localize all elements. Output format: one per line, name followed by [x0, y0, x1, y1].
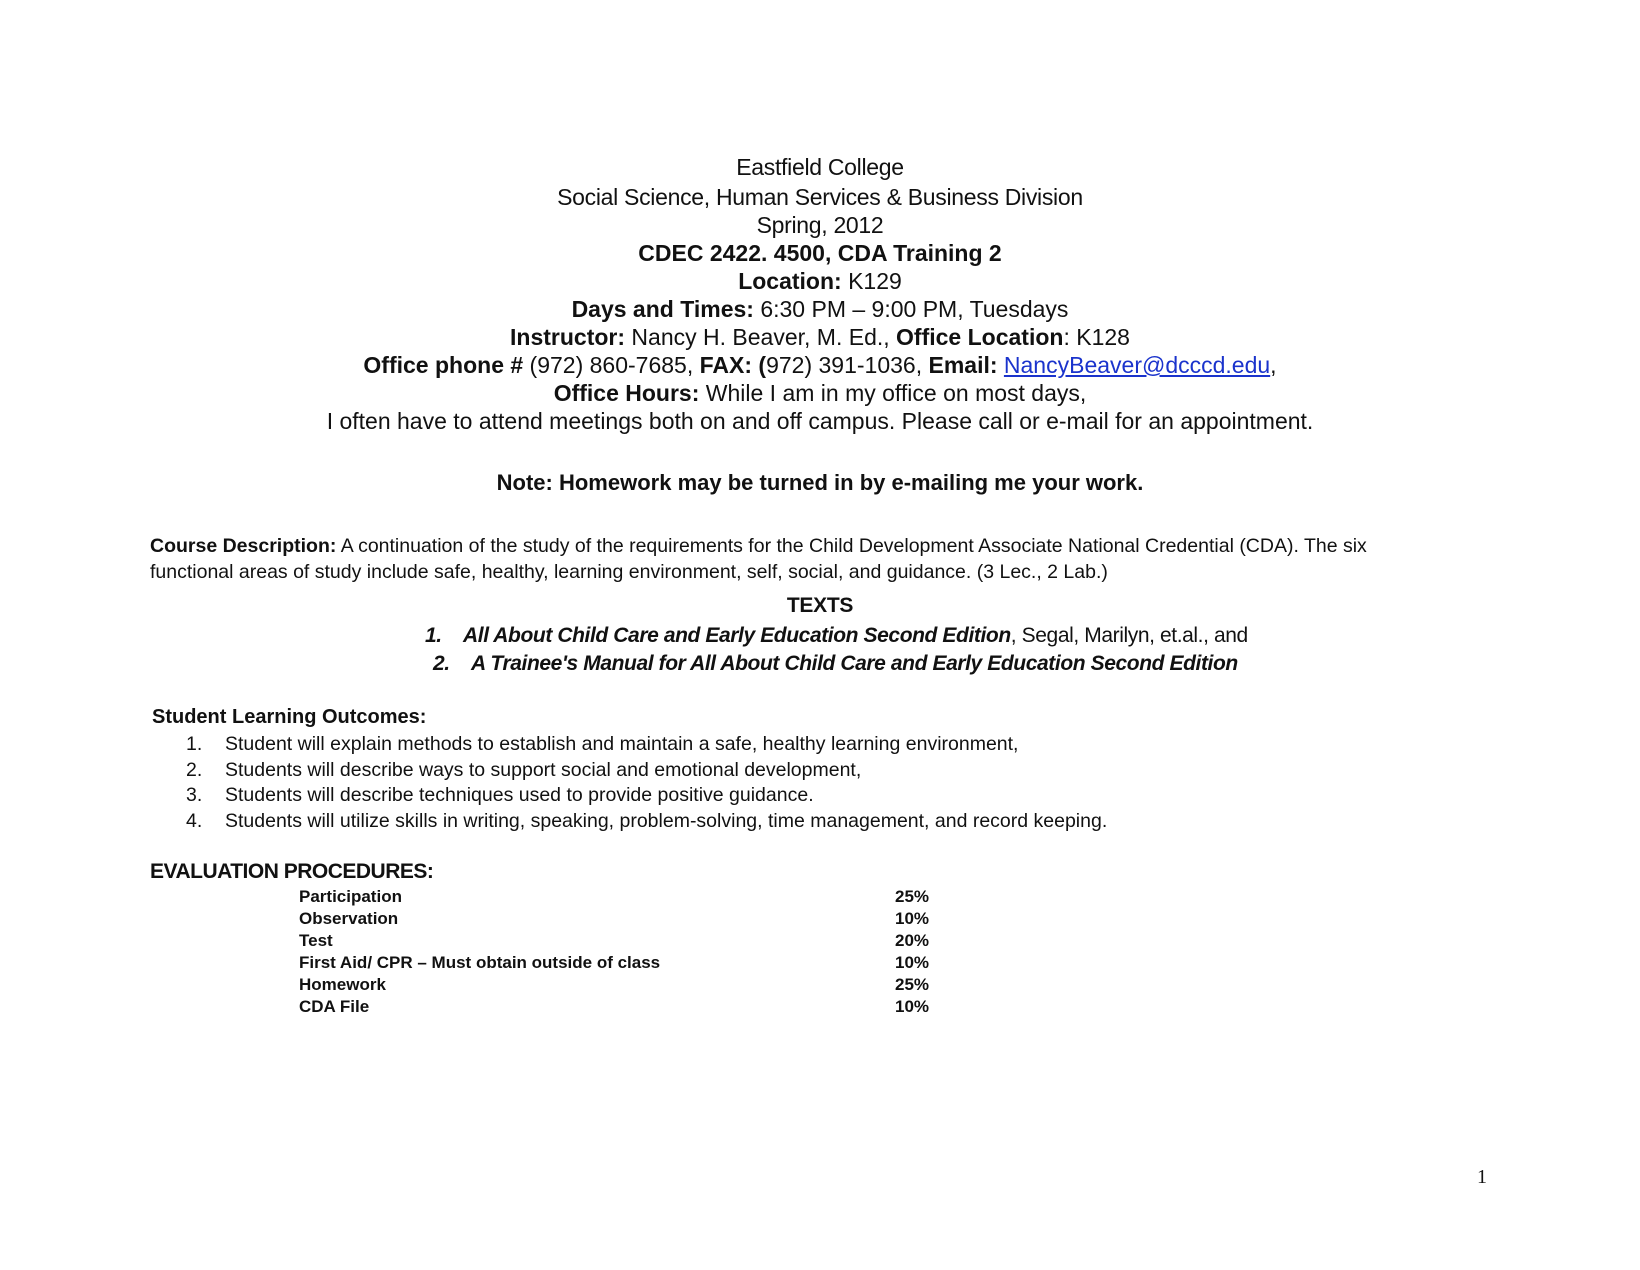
course-description-text: A continuation of the study of the requirements for the Child Development Associate National Credential (CDA). The six functional areas of study include safe, healthy, learning environment, self, social, and guidance. (3 Lec., 2 Lab.): [150, 535, 1367, 583]
homework-note: Note: Homework may be turned in by e-mailing me your work.: [496, 470, 1144, 495]
instructor-line: [0, 323, 1640, 351]
college-name: Eastfield College: [736, 154, 904, 180]
text-item: [433, 650, 1238, 678]
contact-line: [0, 351, 1640, 379]
location-value: K129: [841, 268, 902, 294]
evaluation-row: [299, 997, 939, 1019]
text-item-number: 2.: [433, 652, 450, 675]
evaluation-heading: EVALUATION PROCEDURES:: [150, 860, 434, 883]
outcome-text: Students will utilize skills in writing, speaking, problem-solving, time management, and record keeping.: [225, 809, 1108, 832]
outcome-item: [186, 783, 1107, 809]
office-hours-value: While I am in my office on most days,: [699, 380, 1087, 406]
outcome-text: Students will describe ways to support social and emotional development,: [225, 758, 862, 781]
location-label: Location:: [738, 268, 842, 294]
course-title-text: CDEC 2422. 4500, CDA Training 2: [638, 240, 1002, 266]
term: Spring, 2012: [756, 212, 884, 238]
text-item-title: All About Child Care and Early Education Second Edition: [463, 624, 1011, 647]
evaluation-row: [299, 909, 939, 931]
evaluation-row: [299, 931, 939, 953]
division-name: Social Science, Human Services & Business Division: [557, 184, 1083, 210]
office-location-label: Office Location: [896, 324, 1064, 350]
text-item-author: , Segal, Marilyn, et.al., and: [1010, 624, 1248, 647]
outcome-number: 2.: [186, 758, 203, 781]
phone-value: (972) 860-7685,: [523, 352, 700, 378]
evaluation-item: First Aid/ CPR – Must obtain outside of class: [299, 953, 661, 972]
days-times-value: 6:30 PM – 9:00 PM, Tuesdays: [753, 296, 1069, 322]
learning-outcomes-heading: Student Learning Outcomes:: [152, 706, 427, 728]
syllabus-header: [0, 152, 1640, 435]
evaluation-item: Test: [299, 931, 333, 950]
page-number: 1: [1477, 1166, 1487, 1188]
evaluation-item: Participation: [299, 887, 402, 906]
outcome-item: [186, 809, 1107, 835]
outcome-text: Student will explain methods to establish and maintain a safe, healthy learning environment,: [225, 733, 1019, 755]
evaluation-percent: 10%: [895, 953, 930, 972]
texts-heading: TEXTS: [786, 594, 854, 617]
evaluation-item: Homework: [299, 975, 386, 994]
instructor-value: Nancy H. Beaver, M. Ed.,: [625, 324, 897, 350]
days-times-label: Days and Times:: [571, 296, 754, 322]
evaluation-percent: 10%: [895, 997, 930, 1016]
course-description: [150, 533, 1440, 585]
course-title: [0, 239, 1640, 267]
evaluation-item: Observation: [299, 909, 399, 928]
outcome-number: 1.: [186, 733, 203, 755]
evaluation-percent: 25%: [895, 975, 930, 994]
days-times-line: [0, 295, 1640, 323]
fax-value: 972) 391-1036,: [766, 352, 929, 378]
outcome-number: 4.: [186, 809, 203, 832]
evaluation-row: [299, 953, 939, 975]
office-hours-label: Office Hours:: [553, 380, 700, 406]
evaluation-item: CDA File: [299, 997, 370, 1016]
office-hours-line: [0, 379, 1640, 407]
outcome-item: [186, 758, 1107, 784]
text-item-title: A Trainee's Manual for All About Child Care and Early Education Second Edition: [471, 652, 1238, 675]
text-item-number: 1.: [425, 624, 442, 647]
email-link[interactable]: NancyBeaver@dcccd.edu: [1003, 352, 1271, 378]
outcome-number: 3.: [186, 784, 203, 806]
evaluation-percent: 25%: [895, 887, 930, 906]
evaluation-row: [299, 887, 939, 909]
location-line: [0, 267, 1640, 295]
learning-outcomes-list: [186, 732, 1107, 834]
email-trailing-comma: ,: [1270, 352, 1277, 378]
office-location-value: : K128: [1063, 324, 1130, 350]
outcome-text: Students will describe techniques used to provide positive guidance.: [225, 784, 814, 806]
office-hours-line-2: I often have to attend meetings both on and off campus. Please call or e-mail for an appointment.: [326, 408, 1314, 434]
outcome-item: [186, 732, 1107, 758]
text-item: [425, 622, 1248, 650]
fax-label: FAX: (: [699, 352, 767, 378]
evaluation-percent: 20%: [895, 931, 930, 950]
phone-label: Office phone #: [363, 352, 524, 378]
evaluation-percent: 10%: [895, 909, 930, 928]
instructor-label: Instructor:: [510, 324, 626, 350]
email-label: Email:: [928, 352, 998, 378]
evaluation-row: [299, 975, 939, 997]
evaluation-table: [299, 887, 939, 1019]
course-description-label: Course Description:: [150, 535, 337, 557]
